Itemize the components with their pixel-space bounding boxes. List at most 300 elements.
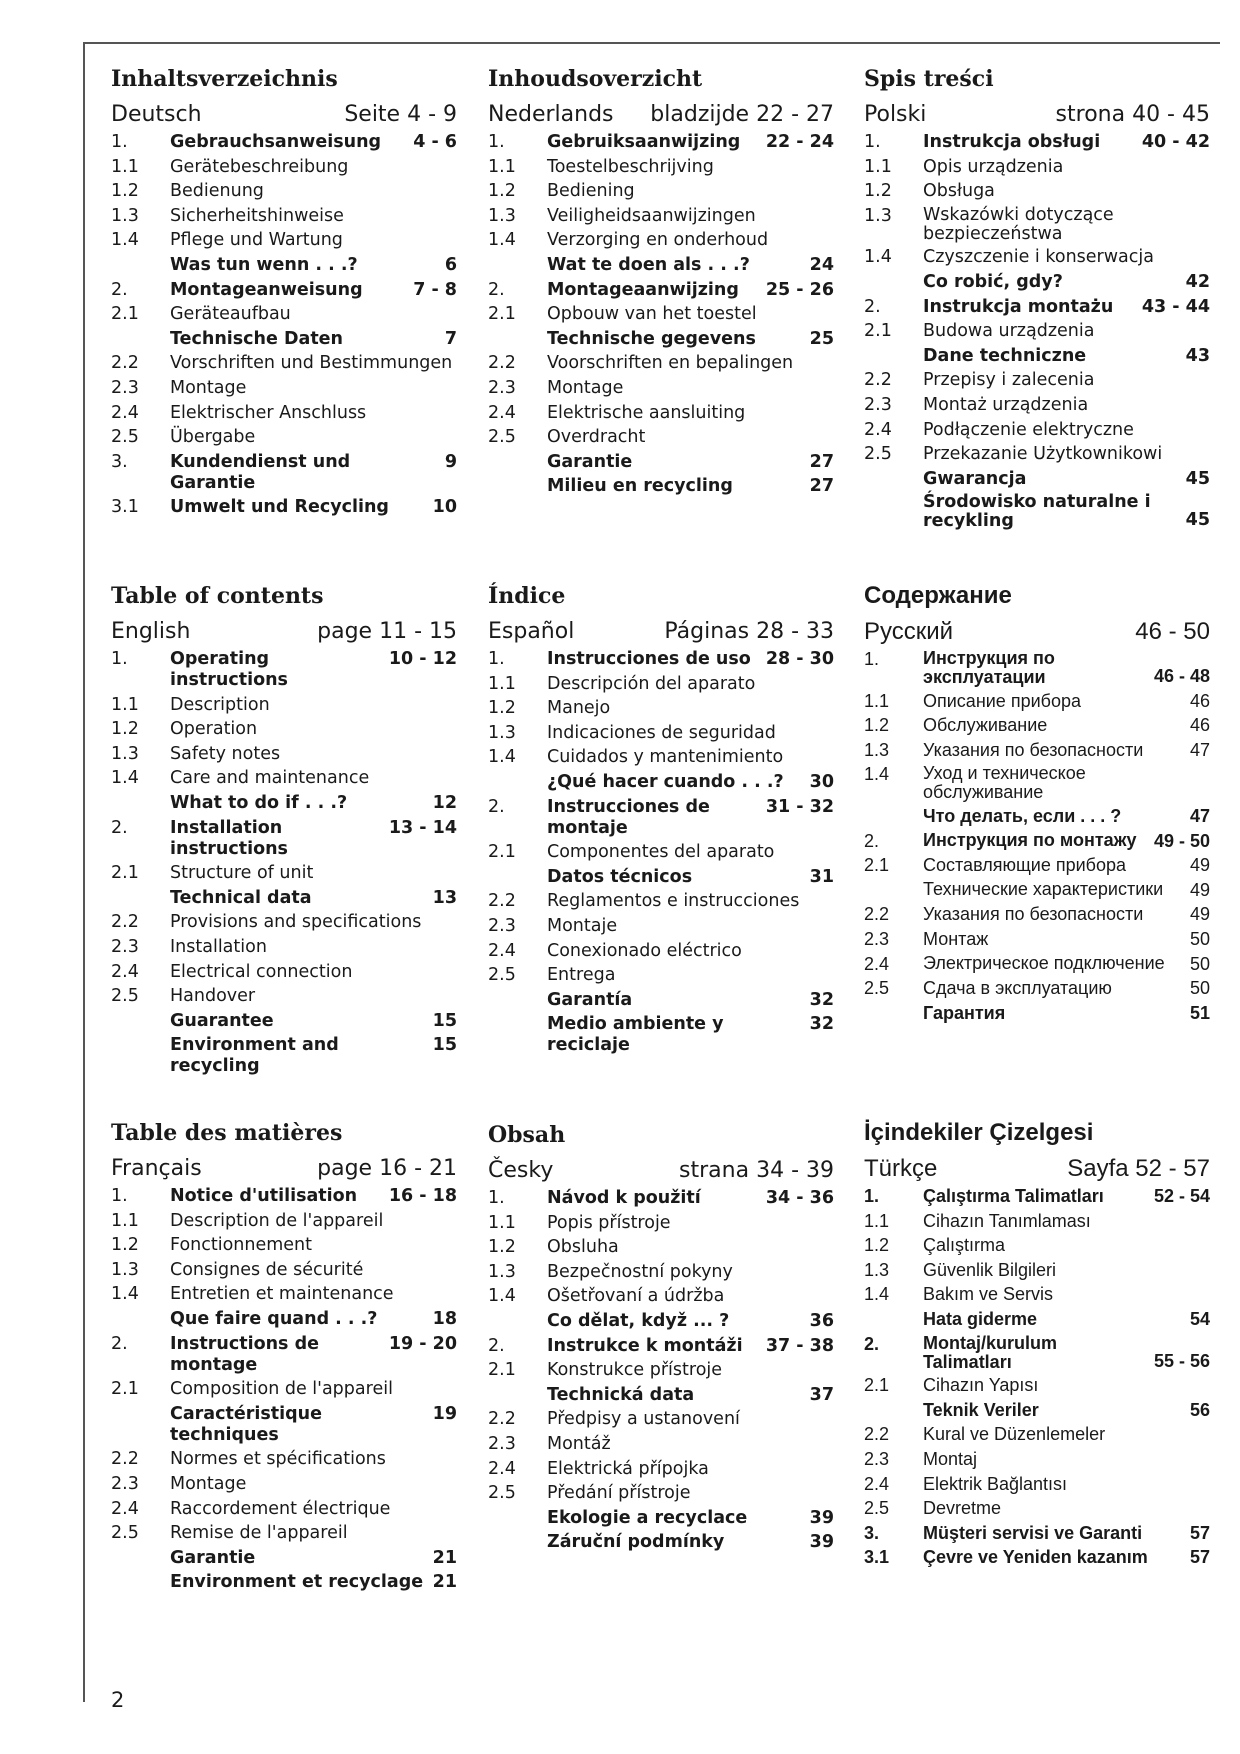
entry-label: Manejo	[547, 698, 611, 719]
entry-label: Instrukcja obsługi	[923, 132, 1101, 152]
language-name: Nederlands	[488, 102, 614, 127]
toc-entry	[488, 403, 834, 424]
entry-label: Teknik Veriler	[923, 1399, 1039, 1420]
entry-page	[1206, 1284, 1210, 1305]
entry-page	[453, 427, 457, 448]
toc-entry	[488, 329, 834, 350]
entry-number	[111, 1035, 170, 1077]
entry-page	[830, 1262, 834, 1283]
toc-entry	[111, 181, 457, 202]
entry-number: 2.1	[864, 321, 892, 342]
entry-page: 57	[1189, 1522, 1210, 1543]
language-name: Česky	[488, 1158, 554, 1183]
toc-entry	[111, 719, 457, 740]
entry-label: Que faire quand . . .?	[170, 1308, 378, 1329]
entry-page: 21	[432, 1547, 457, 1568]
frame-top-rule	[83, 42, 1220, 44]
entry-number: 2.3	[111, 1473, 139, 1494]
entry-page	[453, 695, 457, 716]
entry-label: Care and maintenance	[170, 768, 370, 789]
entry-number	[864, 1003, 923, 1024]
language-name: English	[111, 619, 191, 644]
toc-entry	[111, 695, 457, 716]
entry-number: 2.	[864, 830, 880, 851]
entry-label: Reglamentos e instrucciones	[547, 891, 800, 912]
toc-entry	[111, 353, 457, 374]
entry-number: 1.2	[111, 181, 139, 202]
entry-label: Kural ve Düzenlemeler	[923, 1424, 1106, 1445]
entry-label: Wskazówki dotyczące bezpieczeństwa	[923, 204, 1114, 244]
entry-label: Çalıştırma Talimatları	[923, 1186, 1104, 1206]
entry-page: 13	[432, 887, 457, 908]
toc-entry	[864, 954, 1210, 975]
entry-number	[864, 469, 923, 490]
entry-page: 43	[1185, 345, 1210, 366]
entry-number	[488, 255, 547, 276]
toc-entry	[111, 255, 457, 276]
entry-label: Předpisy a ustanovení	[547, 1409, 740, 1430]
toc-entry	[864, 395, 1210, 416]
entry-label: Budowa urządzenia	[923, 321, 1095, 342]
toc-entry	[488, 378, 834, 399]
entry-label: Description de l'appareil	[170, 1210, 384, 1231]
entry-page: 54	[1189, 1308, 1210, 1329]
toc-entry	[864, 691, 1210, 712]
entry-page	[830, 747, 834, 768]
toc-entry	[488, 990, 834, 1011]
entry-number: 2.5	[864, 444, 892, 465]
toc-entry	[488, 1237, 834, 1258]
section-title: Inhaltsverzeichnis	[111, 66, 338, 92]
entry-page: 50	[1189, 953, 1210, 974]
entry-label: Electrical connection	[170, 961, 353, 982]
entry-label: Montageaanwijzing	[547, 279, 739, 300]
entry-label: Montaż urządzenia	[923, 394, 1089, 415]
language-row	[864, 100, 1210, 130]
entry-label: Entrega	[547, 965, 616, 986]
toc-entry	[864, 715, 1210, 736]
language-row	[488, 100, 834, 130]
toc-entry	[864, 649, 1210, 687]
entry-page	[1206, 1498, 1210, 1519]
entry-label: Installation	[170, 936, 267, 957]
entry-label: Çevre ve Yeniden kazanım	[923, 1547, 1148, 1568]
entry-number: 1.2	[488, 181, 516, 202]
entry-page	[453, 206, 457, 227]
toc-entry	[111, 1499, 457, 1520]
toc-entry	[864, 297, 1210, 318]
toc-entry	[488, 1286, 834, 1307]
toc-entry	[488, 891, 834, 912]
language-page-range: Páginas 28 - 33	[664, 619, 834, 644]
entry-page	[1206, 1474, 1210, 1495]
entry-page	[453, 986, 457, 1007]
entry-number: 3.1	[111, 497, 139, 518]
toc-entry	[864, 444, 1210, 465]
toc-entry	[488, 353, 834, 374]
entry-page	[453, 912, 457, 933]
toc-entry	[111, 962, 457, 983]
toc-entry	[111, 1186, 457, 1207]
entry-page	[453, 1499, 457, 1520]
entry-page	[453, 1284, 457, 1305]
toc-entry	[488, 916, 834, 937]
toc-entry	[864, 493, 1210, 531]
toc-entry	[111, 132, 457, 153]
language-name: Français	[111, 1156, 202, 1181]
entry-label: Bezpečnostní pokyny	[547, 1261, 733, 1282]
entry-page	[830, 378, 834, 399]
entry-label: Elektrická přípojka	[547, 1458, 709, 1479]
entry-number: 2.3	[488, 1433, 516, 1454]
entry-page: 52 - 54	[1153, 1186, 1210, 1206]
entry-number: 2.	[864, 296, 881, 317]
entry-label: Ošetřovaní a údržba	[547, 1286, 725, 1307]
toc-entry	[864, 157, 1210, 178]
entry-page: 46 - 48	[1153, 666, 1210, 686]
entry-page: 45	[1185, 468, 1210, 489]
language-page-range: Seite 4 - 9	[344, 102, 457, 127]
toc-entry	[864, 370, 1210, 391]
entry-label: Opis urządzenia	[923, 156, 1064, 177]
toc-entry	[488, 747, 834, 768]
entry-page	[1206, 420, 1210, 441]
language-row	[111, 1154, 457, 1184]
language-name: Türkçe	[864, 1155, 938, 1182]
entry-label: Технические характеристики	[923, 878, 1164, 899]
entry-label: Overdracht	[547, 427, 646, 448]
toc-entry	[488, 1336, 834, 1357]
entry-label: Garantie	[170, 1547, 256, 1568]
entry-number: 2.1	[488, 842, 516, 863]
entry-label: Návod k použití	[547, 1188, 701, 1208]
entry-label: Instrukce k montáži	[547, 1335, 743, 1356]
language-page-range: Sayfa 52 - 57	[1067, 1155, 1210, 1182]
entry-label: Bedienung	[170, 181, 264, 202]
toc-entry	[864, 1186, 1210, 1207]
entry-page	[453, 962, 457, 983]
entry-number	[111, 1309, 170, 1330]
toc-entry	[488, 1360, 834, 1381]
section-title: Índice	[488, 583, 566, 609]
entry-page	[830, 842, 834, 863]
entry-label: Geräteaufbau	[170, 304, 291, 325]
entry-page	[830, 941, 834, 962]
toc-entry	[864, 247, 1210, 268]
entry-label: Cuidados y mantenimiento	[547, 747, 784, 768]
toc-entry	[111, 1379, 457, 1400]
toc-entry	[111, 1523, 457, 1544]
entry-label: Sicherheitshinweise	[170, 205, 344, 226]
entry-label: Kundendienst und Garantie	[170, 451, 351, 493]
entry-number: 1.3	[111, 743, 139, 764]
entry-label: Záruční podmínky	[547, 1532, 725, 1553]
entry-label: Obsługa	[923, 181, 995, 202]
toc-entry	[488, 842, 834, 863]
entry-number: 1.1	[111, 156, 139, 177]
toc-entry	[111, 403, 457, 424]
toc-entry	[488, 157, 834, 178]
entry-page	[1206, 157, 1210, 178]
entry-number	[488, 1014, 547, 1056]
entry-label: Vorschriften und Bestimmungen	[170, 353, 453, 374]
toc-entry	[111, 793, 457, 814]
toc-list	[864, 132, 1210, 531]
entry-label: Descripción del aparato	[547, 673, 756, 694]
entry-label: Technische gegevens	[547, 328, 756, 349]
entry-page	[830, 1213, 834, 1234]
entry-page	[830, 353, 834, 374]
toc-entry	[864, 420, 1210, 441]
toc-entry	[488, 1434, 834, 1455]
entry-label: Toestelbeschrijving	[547, 156, 714, 177]
entry-page	[830, 181, 834, 202]
toc-section-nl	[488, 64, 834, 501]
entry-page	[830, 965, 834, 986]
entry-label: Przepisy i zalecenia	[923, 370, 1095, 391]
entry-label: Structure of unit	[170, 863, 314, 884]
toc-entry	[488, 280, 834, 301]
toc-entry	[111, 744, 457, 765]
toc-entry	[864, 1547, 1210, 1568]
toc-entry	[864, 1449, 1210, 1470]
entry-page	[1206, 1260, 1210, 1281]
entry-number: 1.1	[111, 1210, 139, 1231]
entry-page: 12	[432, 792, 457, 813]
entry-page	[453, 744, 457, 765]
toc-entry	[488, 304, 834, 325]
toc-entry	[864, 1334, 1210, 1372]
entry-label: Elektrische aansluiting	[547, 402, 746, 423]
entry-page	[453, 1235, 457, 1256]
entry-label: Opbouw van het toestel	[547, 304, 757, 325]
entry-page	[453, 403, 457, 424]
entry-label: Instrucciones de montaje	[547, 796, 710, 838]
toc-section-fr	[111, 1118, 457, 1597]
toc-entry	[488, 1459, 834, 1480]
entry-label: Уход и техническое обслуживание	[923, 763, 1086, 803]
entry-number	[864, 346, 923, 367]
toc-list	[864, 1186, 1210, 1568]
entry-number: 1.4	[111, 1284, 139, 1305]
toc-entry	[488, 476, 834, 497]
entry-label: Verzorging en onderhoud	[547, 230, 769, 251]
entry-label: Hata giderme	[923, 1308, 1038, 1329]
toc-entry	[864, 469, 1210, 490]
entry-page: 37	[809, 1384, 834, 1405]
entry-number: 1.3	[111, 205, 139, 226]
entry-label: Что делать, если . . . ?	[923, 805, 1122, 826]
entry-page: 42	[1185, 271, 1210, 292]
entry-number: 1.	[488, 132, 505, 152]
entry-page: 27	[809, 476, 834, 497]
entry-label: Montáž	[547, 1433, 611, 1454]
entry-label: Conexionado eléctrico	[547, 940, 742, 961]
entry-number: 1.1	[488, 156, 516, 177]
entry-label: Инструкция по монтажу	[923, 829, 1137, 850]
toc-entry	[488, 1483, 834, 1504]
toc-entry	[864, 764, 1210, 802]
entry-page: 34 - 36	[765, 1188, 834, 1208]
entry-number: 1.	[111, 132, 128, 152]
entry-page: 47	[1189, 805, 1210, 826]
entry-page	[453, 1379, 457, 1400]
toc-entry	[111, 1035, 457, 1077]
toc-entry	[111, 1309, 457, 1330]
entry-label: Handover	[170, 986, 256, 1007]
entry-page	[453, 304, 457, 325]
toc-entry	[864, 181, 1210, 202]
entry-page	[830, 891, 834, 912]
toc-entry	[864, 1003, 1210, 1024]
entry-number: 1.	[864, 1186, 880, 1206]
entry-label: Raccordement électrique	[170, 1498, 391, 1519]
toc-entry	[864, 806, 1210, 827]
entry-page	[453, 863, 457, 884]
toc-entry	[111, 452, 457, 494]
entry-number: 2.3	[864, 928, 890, 949]
entry-label: Caractéristique techniques	[170, 1403, 322, 1445]
toc-entry	[111, 1548, 457, 1569]
entry-page	[830, 1483, 834, 1504]
entry-number: 2.3	[488, 915, 516, 936]
entry-page: 51	[1189, 1002, 1210, 1023]
entry-number: 3.	[111, 451, 128, 472]
language-row	[111, 617, 457, 647]
entry-label: Dane techniczne	[923, 345, 1087, 366]
toc-entry	[488, 1188, 834, 1209]
entry-page: 43 - 44	[1141, 296, 1210, 317]
entry-label: Сдача в эксплуатацию	[923, 978, 1112, 999]
toc-entry	[864, 1235, 1210, 1256]
entry-number: 2.5	[488, 1483, 516, 1504]
entry-label: Przekazanie Użytkownikowi	[923, 444, 1163, 465]
toc-entry	[111, 768, 457, 789]
toc-entry	[864, 855, 1210, 876]
entry-number	[111, 1572, 170, 1593]
entry-page: 7	[444, 328, 457, 349]
entry-page: 55 - 56	[1153, 1350, 1210, 1371]
section-title: Table des matières	[111, 1120, 343, 1146]
entry-number: 2.2	[864, 904, 890, 925]
toc-entry	[488, 1508, 834, 1529]
entry-label: Gebrauchsanweisung	[170, 132, 382, 152]
toc-entry	[864, 904, 1210, 925]
entry-label: ¿Qué hacer cuando . . .?	[547, 771, 784, 792]
entry-number: 1.	[864, 649, 880, 669]
entry-number: 1.1	[488, 1212, 516, 1233]
entry-page	[830, 674, 834, 695]
entry-page	[453, 1449, 457, 1470]
entry-number: 1.3	[488, 722, 516, 743]
toc-entry	[111, 1572, 457, 1593]
entry-label: Указания по безопасности	[923, 904, 1144, 925]
entry-number	[488, 1508, 547, 1529]
entry-page	[830, 157, 834, 178]
toc-entry	[864, 978, 1210, 999]
toc-entry	[111, 230, 457, 251]
toc-entry	[488, 649, 834, 670]
entry-label: Milieu en recycling	[547, 476, 733, 497]
entry-page: 9	[444, 451, 457, 472]
entry-page: 40 - 42	[1141, 132, 1210, 152]
entry-number: 2.4	[488, 940, 516, 961]
entry-number: 2.3	[111, 936, 139, 957]
entry-number: 2.1	[864, 855, 890, 876]
toc-entry	[111, 937, 457, 958]
entry-number: 2.4	[864, 953, 890, 974]
entry-number: 1.3	[488, 205, 516, 226]
entry-page	[830, 206, 834, 227]
toc-entry	[111, 1284, 457, 1305]
toc-entry	[488, 230, 834, 251]
toc-entry	[111, 280, 457, 301]
entry-page: 13 - 14	[388, 817, 457, 838]
entry-page: 10 - 12	[388, 649, 457, 669]
entry-number: 1.2	[488, 1237, 516, 1258]
entry-number: 2.	[488, 1335, 505, 1356]
toc-entry	[488, 965, 834, 986]
toc-entry	[864, 272, 1210, 293]
language-row	[864, 617, 1210, 647]
entry-page	[453, 1211, 457, 1232]
toc-section-tr	[864, 1118, 1210, 1572]
entry-label: Cihazın Yapısı	[923, 1375, 1039, 1396]
toc-entry	[864, 740, 1210, 761]
entry-page: 36	[809, 1310, 834, 1331]
toc-entry	[488, 1014, 834, 1056]
entry-number	[488, 452, 547, 473]
entry-number	[864, 493, 923, 531]
toc-entry	[488, 698, 834, 719]
toc-entry	[864, 346, 1210, 367]
entry-label: Co robić, gdy?	[923, 271, 1063, 292]
toc-entry	[488, 674, 834, 695]
entry-number: 3.	[864, 1522, 880, 1543]
entry-number: 1.	[864, 132, 881, 152]
toc-entry	[111, 157, 457, 178]
entry-page	[830, 698, 834, 719]
entry-label: Обслуживание	[923, 715, 1048, 736]
entry-page: 32	[809, 1014, 834, 1035]
entry-number	[488, 867, 547, 888]
entry-label: Umwelt und Recycling	[170, 497, 389, 518]
toc-entry	[111, 427, 457, 448]
entry-number	[111, 793, 170, 814]
entry-label: What to do if . . .?	[170, 792, 348, 813]
entry-number: 2.4	[111, 961, 139, 982]
entry-page	[830, 427, 834, 448]
entry-number	[111, 1011, 170, 1032]
entry-label: Bakım ve Servis	[923, 1284, 1054, 1305]
toc-entry	[111, 888, 457, 909]
toc-list	[111, 649, 457, 1077]
entry-number: 2.1	[864, 1375, 890, 1396]
toc-list	[488, 649, 834, 1056]
language-row	[864, 1154, 1210, 1184]
entry-label: Гарантия	[923, 1002, 1006, 1023]
entry-page	[830, 1409, 834, 1430]
toc-section-es	[488, 581, 834, 1060]
toc-entry	[111, 1011, 457, 1032]
section-title: İçindekiler Çizelgesi	[864, 1119, 1094, 1146]
entry-label: Übergabe	[170, 427, 256, 448]
entry-label: Co dělat, když ... ?	[547, 1310, 730, 1331]
entry-number: 1.3	[864, 1259, 890, 1280]
toc-entry	[864, 1211, 1210, 1232]
entry-page	[453, 1523, 457, 1544]
entry-label: Fonctionnement	[170, 1235, 313, 1256]
